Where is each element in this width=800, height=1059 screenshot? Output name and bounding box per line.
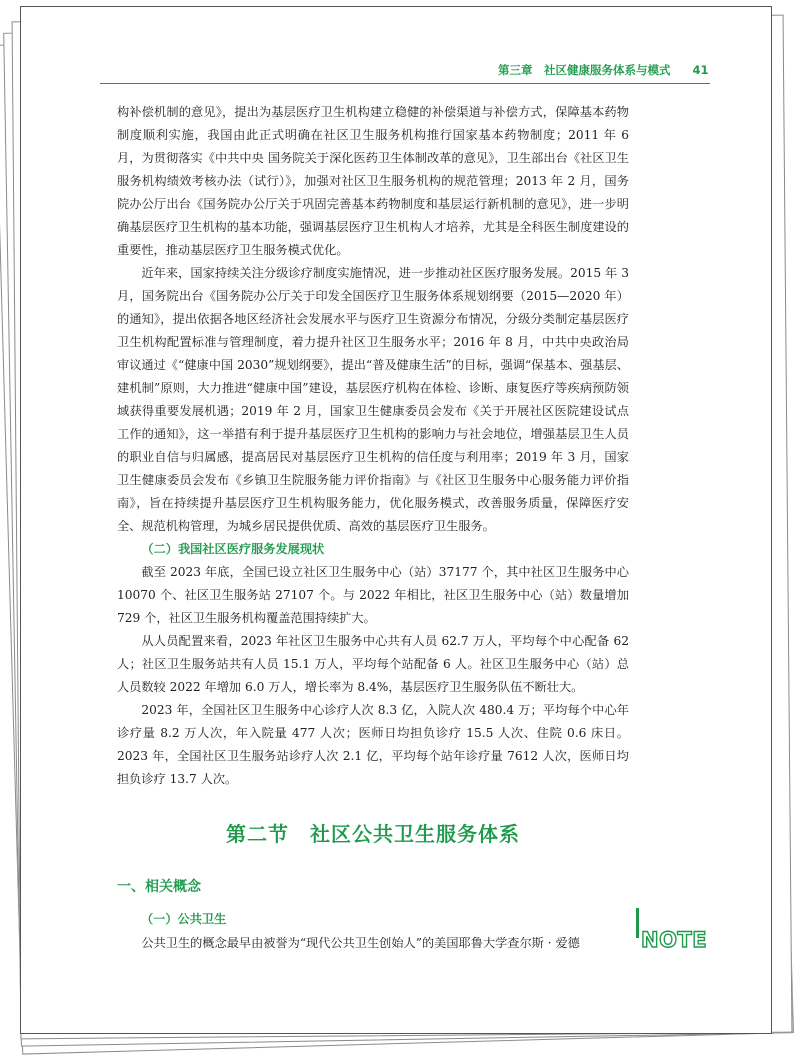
paragraph: 公共卫生的概念最早由被誉为“现代公共卫生创始人”的美国耶鲁大学查尔斯 · 爱德 (141, 936, 580, 950)
page-number: 41 (692, 63, 709, 77)
heading-level-1: 一、相关概念 (117, 879, 201, 895)
paragraph: 2023 年，全国社区卫生服务中心诊疗人次 8.3 亿，入院人次 480.4 万；平均每个中心年诊疗量 8.2 万人次，年入院量 477 人次；医师日均担负诊疗 15.5 人次、住院 0.6 床日。2023 年，全国社区卫生服务站诊疗人次 2.1 亿，平均每个站年诊疗量 7612 人次，医师日均担负诊疗 13.7 人次。 (117, 703, 629, 786)
section-title: 第二节 社区公共卫生服务体系 (226, 822, 520, 846)
paragraph: 近年来，国家持续关注分级诊疗制度实施情况，进一步推动社区医疗服务发展。2015 年 3 月，国务院出台《国务院办公厅关于印发全国医疗卫生服务体系规划纲要（2015—2020 年）的通知》，提出依据各地区经济社会发展水平与医疗卫生资源分布情况，分级分类制定基层医疗卫生机构配置标准与管理制度，着力提升社区卫生服务水平；2016 年 8 月，中共中央政治局审议通过《“健康中国 2030”规划纲要》，提出“普及健康生活”的目标，强调“保基本、强基层、建机制”原则，大力推进“健康中国”建设，基层医疗机构在体检、诊断、康复医疗等疾病预防领域获得重要发展机遇；2019 年 2 月，国家卫生健康委员会发布《关于开展社区医院建设试点工作的通知》，这一举措有利于提升基层医疗卫生机构的影响力与社会地位，增强基层卫生人员的职业自信与归属感，提高居民对基层医疗卫生机构的信任度与利用率；2019 年 3 月，国家卫生健康委员会发布《乡镇卫生院服务能力评价指南》与《社区卫生服务中心服务能力评价指南》，旨在持续提升基层医疗卫生机构服务能力，优化服务模式，改善服务质量，保障医疗安全、规范机构管理，为城乡居民提供优质、高效的基层医疗卫生服务。 (117, 266, 629, 533)
paragraph: 从人员配置来看，2023 年社区卫生服务中心共有人员 62.7 万人，平均每个中心配备 62 人；社区卫生服务站共有人员 15.1 万人，平均每个站配备 6 人。社区卫生服务中心（站）总人员数较 2022 年增加 6.0 万人，增长率为 8.4%，基层医疗卫生服务队伍不断壮大。 (117, 634, 629, 694)
chapter-title: 第三章 社区健康服务体系与模式 (498, 63, 671, 77)
body-text (117, 101, 629, 791)
subheading: （二）我国社区医疗服务发展现状 (141, 542, 325, 556)
header-rule (100, 83, 710, 84)
paragraph: 截至 2023 年底，全国已设立社区卫生服务中心（站）37177 个，其中社区卫生服务中心 10070 个、社区卫生服务站 27107 个。与 2022 年相比，社区卫生服务中心（站）数量增加 729 个，社区卫生服务机构覆盖范围持续扩大。 (117, 565, 629, 625)
note-margin-rule (636, 908, 639, 938)
note-label: NOTE (641, 928, 708, 952)
paragraph: 构补偿机制的意见》，提出为基层医疗卫生机构建立稳健的补偿渠道与补偿方式，保障基本药物制度顺利实施，我国由此正式明确在社区卫生服务机构推行国家基本药物制度；2011 年 6 月，为贯彻落实《中共中央 国务院关于深化医药卫生体制改革的意见》，卫生部出台《社区卫生服务机构绩效考核办法（试行）》，加强对社区卫生服务机构的规范管理；2013 年 2 月，国务院办公厅出台《国务院办公厅关于巩固完善基本药物制度和基层运行新机制的意见》，进一步明确基层医疗卫生机构的基本功能，强调基层医疗卫生机构人才培养，尤其是全科医生制度建设的重要性，推动基层医疗卫生服务模式优化。 (117, 105, 629, 257)
heading-level-2: （一）公共卫生 (141, 912, 227, 926)
running-header (498, 62, 723, 78)
